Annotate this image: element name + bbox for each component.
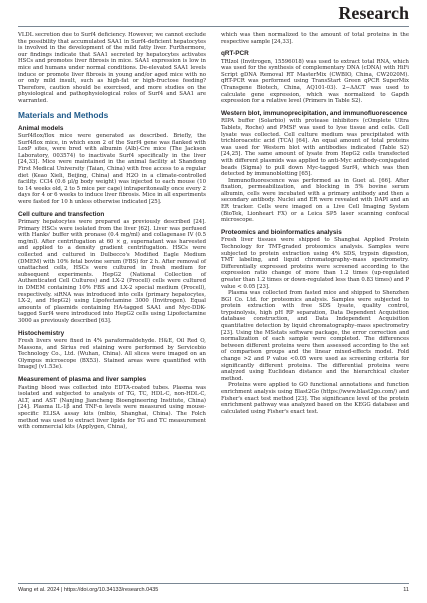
subheading-cell-culture: Cell culture and transfection (18, 210, 105, 218)
plasma-proteomics-text: Plasma was collected from fasted mice and shipped to Shenzhen BGI Co. Ltd. for proteomics analysis. Samples were subjected to protein extraction with free SDS lysate, quality control, trypsinolysis, high pH RP separation, Data Dependent Acquisition database construction, and Data Independent Acquisition quantitative detection by liquid chromatography–mass spectrometry [23]. Using the MSstats software package, the error correction and normalization of each sample were completed. The differences between different proteins were then assessed according to the set of comparison groups and the linear mixed-effects model. Fold change >2 and P value <0.05 were used as screening criteria for significantly different proteins. The differential proteins were analyzed using Euclidean distance and the hierarchical cluster method. (221, 290, 409, 382)
subheading-proteomics: Proteomics and bioinformatics analysis (221, 228, 342, 236)
western-blot-text: RIPA buffer (Solarbio) with protease inhibitors (cOmplete Ultra Tablets, Roche) and PMSF was used to lyse tissue and cells. Cell lysate was collected. Cell culture medium was precipitated with trichloroacetic acid (TCA) [64]. An equal amount of total proteins was used for Western blot with antibodies indicated (Table S2) [24,25]. The same amount of lysate from HepG2 cells transfected with different plasmids was applied to anti-Myc antibody-conjugated beads (Sigma) to pull down Myc-tagged Surf4, which was then detected by immunoblotting [65]. (221, 118, 409, 178)
page-footer (18, 587, 409, 597)
proteomics-text: Fresh liver tissues were shipped to Shanghai Applied Protein Technology for TMT-graded proteomics analysis. Samples were subjected to protein extraction using 4% SDS, trypsin digestion, TMT labeling, and liquid chromatography–mass spectrometry. Differentially expressed proteins were screened according to the expression ratio change of more than 1.2 times (up-regulated greater than 1.2 times or down-regulated less than 0.83 times) and P value < 0.05 [23]. (221, 237, 409, 290)
page-number: 11 (403, 587, 409, 593)
animal-models-text: Surf4flox/flox mice were generated as described. Briefly, the Surf4flox mice, in which exon 2 of the Surf4 gene was flanked with LoxP sites, were bred with albumin (Alb)-Cre mice (The Jackson Laboratory, 003574) to inactivate Surf4 specifically in the liver [24,33]. Mice were maintained in the animal facility at Shandong First Medical University (Taian, China) with free access to a regular diet (Keao Xieli, Beijing, China) and H2O in a climate-controlled facility. CCl4 (0.6 µl/g body weight) was injected to each mouse (10 to 14 weeks old, 2 to 5 mice per cage) intraperitoneally once every 2 days for 4 or 6 weeks to induce liver fibrosis. Mice in all experiments were fasted for 10 h unless otherwise indicated [25]. (18, 133, 206, 205)
cell-culture-text: Primary hepatocytes were prepared as previously described [24]. Primary HSCs were isolated from the liver [62]. Liver was perfused with Hanks' buffer with pronase (0.4 mg/ml) and collagenase IV (0.5 mg/ml). After centrifugation at 60 × g, supernatant was harvested and applied to a density gradient centrifugation. HSCs were collected and cultured in Dulbecco's Modified Eagle Medium (DMEM) with 10% fetal bovine serum (FBS) for 2 h. After removal of unattached cells, HSCs were cultured in fresh medium for subsequent experiments. HepG2 (National Collection of Authenticated Cell Cultures) and LX-2 (Procell) cells were cultured in DMEM containing 10% FBS and LX-2 special medium (Procell), respectively. siRNA was introduced into cells (primary hepatocytes, LX-2, and HepG2) using Lipofectamine 3000 (Invitrogen). Equal amounts of plasmids containing HA-tagged SAA1 and Myc-DDK-tagged Surf4 were introduced into HepG2 cells using Lipofectamine 3000 as previously described [63]. (18, 219, 206, 324)
plasma-liver-text: Fasting blood was collected into EDTA-coated tubes. Plasma was isolated and subjected to analysis of TG, TC, HDL-C, non-HDL-C, ALT, and AST (Nanjing Jiancheng Bioengineering Institute, China) [24]. Plasma IL-1β and TNF-α levels were measured using mouse-specific ELISA assay kits (mlbio, Shanghai, China). The Folch method was used to extract liver lipids for TG and TC measurement with commercial kits (Applygen, China), (18, 384, 206, 431)
intro-paragraph: VLDL secretion due to Surf4 deficiency. However, we cannot exclude the possibility that accumulated SAA1 in Surf4-deficient hepatocytes is involved in the development of the mild fatty liver. Furthermore, our findings indicate that SAA1 secreted by hepatocytes activates HSCs and promotes liver fibrosis in mice. SAA1 expression is low in mice and humans under normal conditions. De-elevated SAA1 levels induce or promote liver fibrosis in young and/or aged mice with no or only mild insult, such as high-fat or high-fructose feeding? Therefore, caution should be exercised, and more studies on the physiological and pathophysiological roles of Surf4 and SAA1 are warranted. (18, 32, 206, 104)
histochemistry-text: Fresh livers were fixed in 4% paraformaldehyde. H&E, Oil Red O, Massons, and Sirius red staining were performed by Servicebio Technology Co., Ltd. (Wuhan, China). All slices were imaged on an Olympus microscope (BX53). Stained areas were quantified with ImageJ (v1.53e). (18, 338, 206, 371)
subheading-plasma-liver: Measurement of plasma and liver samples (18, 376, 147, 384)
subheading-histochemistry: Histochemistry (18, 329, 65, 337)
continued-paragraph: which was then normalized to the amount of total proteins in the respective sample [24,33]. (221, 32, 409, 45)
journal-title: Research (338, 3, 409, 23)
footer-rule (18, 583, 409, 584)
go-enrichment-text: Proteins were applied to GO functional annotations and function enrichment analysis using Blast2Go (https://www.blast2go.com/) and Fisher's exact test method [23]. The significance level of the protein enrichment pathway was analyzed based on the KEGG database and calculated using Fisher's exact test. (221, 382, 409, 415)
right-column (221, 32, 409, 415)
subheading-qrt-pcr: qRT-PCR (221, 50, 249, 58)
qrt-pcr-text: TRIzol (Invitrogen, 15596018) was used to extract total RNA, which was used for the synthesis of complementary DNA (cDNA) with HiFi Script gDNA Removal RT MasterMix (CWBIO, China, CW2020M). qRT-PCR was performed using TransStart Green qPCR SuperMix (Transgene Biotech, China, AQ101-03). 2−ΔΔCT was used to calculate gene expression, which was normalized to Gapdh expression for a relative level (Primers in Table S2). (221, 58, 409, 105)
page-header (0, 0, 427, 26)
left-column (18, 32, 206, 431)
header-rule (18, 26, 409, 27)
immunofluorescence-text: Immunofluorescence was performed as in Guet al. [66]. After fixation, permeabilization, and blocking in 5% bovine serum albumin, cells were incubated with a primary antibody and then a secondary antibody. Nuclei and ER were revealed with DAPI and an ER tracker. Cells were imaged on a Live Cell Imaging System (BioTek, Lionheart FX) or a Leica SP5 laser scanning confocal microscope. (221, 177, 409, 224)
subheading-animal-models: Animal models (18, 124, 64, 132)
subheading-western-blot: Western blot, immunoprecipitation, and immunofluorescence (221, 109, 408, 117)
footer-citation: Wang et al. 2024 | https://doi.org/10.34133/research.0435 (18, 587, 159, 593)
section-heading-materials: Materials and Methods (18, 109, 109, 120)
